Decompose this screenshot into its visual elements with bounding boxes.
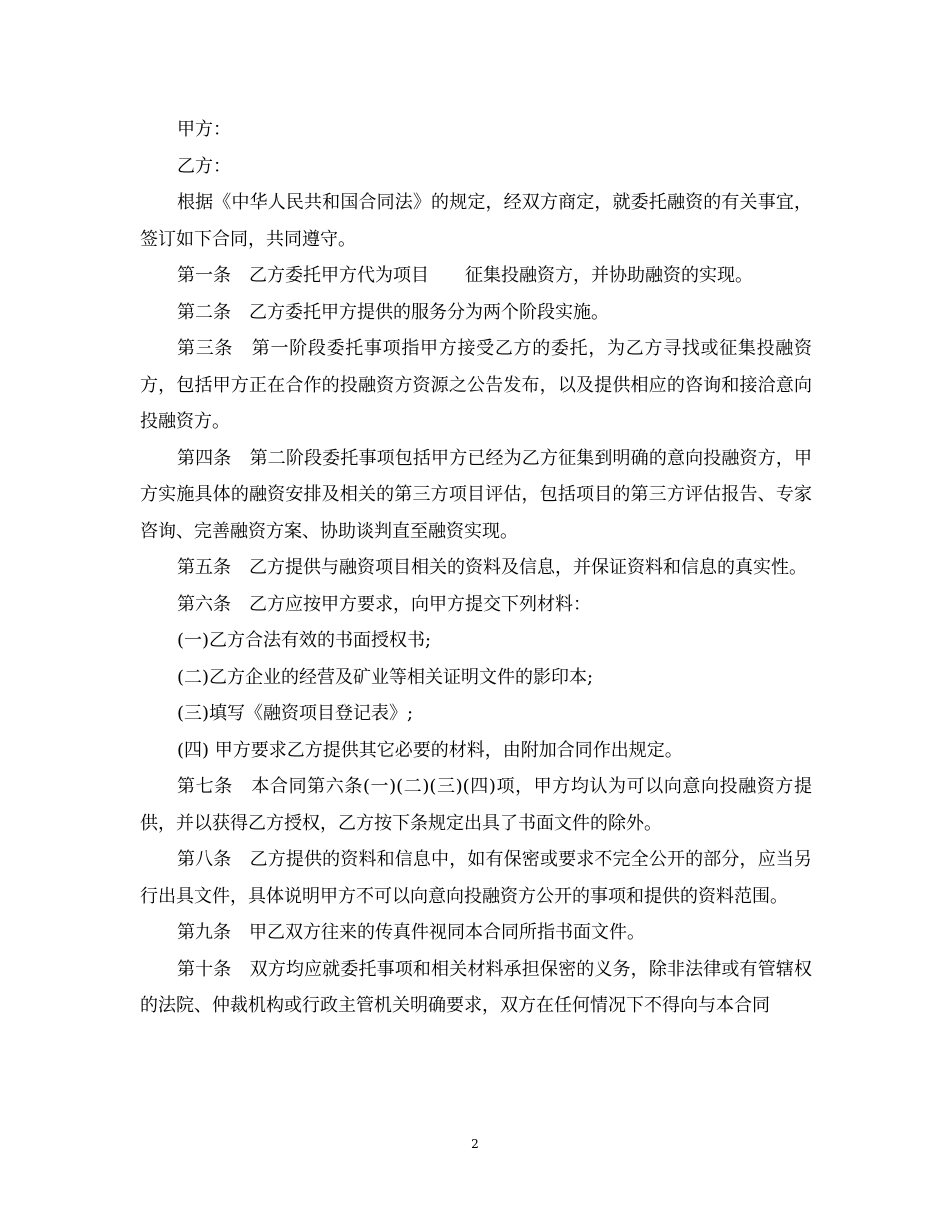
article-6-item-4: (四) 甲方要求乙方提供其它必要的材料，由附加合同作出规定。 xyxy=(177,739,683,761)
article-1: 第一条 乙方委托甲方代为项目 征集投融资方，并协助融资的实现。 xyxy=(177,265,753,286)
article-6-item-2: (二)乙方企业的经营及矿业等相关证明文件的影印本; xyxy=(177,666,594,688)
article-8: 第八条 乙方提供的资料和信息中，如有保密或要求不完全公开的部分，应当另行出具文件，具体说明甲方不可以向意向投融资方公开的事项和提供的资料范围。 xyxy=(140,849,812,907)
contract-body xyxy=(140,112,812,1025)
article-10: 第十条 双方均应就委托事项和相关材料承担保密的义务，除非法律或有管辖权的法院、仲裁机构或行政主管机关明确要求，双方在任何情况下不得向与本合同 xyxy=(140,958,812,1016)
article-6: 第六条 乙方应按甲方要求，向甲方提交下列材料： xyxy=(177,593,591,615)
article-9: 第九条 甲乙双方往来的传真件视同本合同所指书面文件。 xyxy=(177,922,645,943)
preamble-paragraph: 根据《中华人民共和国合同法》的规定，经双方商定，就委托融资的有关事宜，签订如下合同，共同遵守。 xyxy=(140,192,812,250)
article-5: 第五条 乙方提供与融资项目相关的资料及信息，并保证资料和信息的真实性。 xyxy=(177,557,807,578)
article-2: 第二条 乙方委托甲方提供的服务分为两个阶段实施。 xyxy=(177,301,609,323)
article-6-item-3: (三)填写《融资项目登记表》; xyxy=(177,703,414,724)
article-4: 第四条 第二阶段委托事项包括甲方已经为乙方征集到明确的意向投融资方，甲方实施具体的融资安排及相关的第三方项目评估，包括项目的第三方评估报告、专家咨询、完善融资方案、协助谈判直至融资实现。 xyxy=(140,447,812,542)
party-a-line: 甲方： xyxy=(177,119,231,140)
party-b-line: 乙方： xyxy=(177,155,231,177)
article-7: 第七条 本合同第六条(一)(二)(三)(四)项，甲方均认为可以向意向投融资方提供，并以获得乙方授权，乙方按下条规定出具了书面文件的除外。 xyxy=(140,776,812,834)
article-3: 第三条 第一阶段委托事项指甲方接受乙方的委托，为乙方寻找或征集投融资方，包括甲方正在合作的投融资方资源之公告发布，以及提供相应的咨询和接洽意向投融资方。 xyxy=(140,338,812,432)
page-number: 2 xyxy=(471,1137,479,1151)
article-6-item-1: (一)乙方合法有效的书面授权书; xyxy=(177,630,432,651)
